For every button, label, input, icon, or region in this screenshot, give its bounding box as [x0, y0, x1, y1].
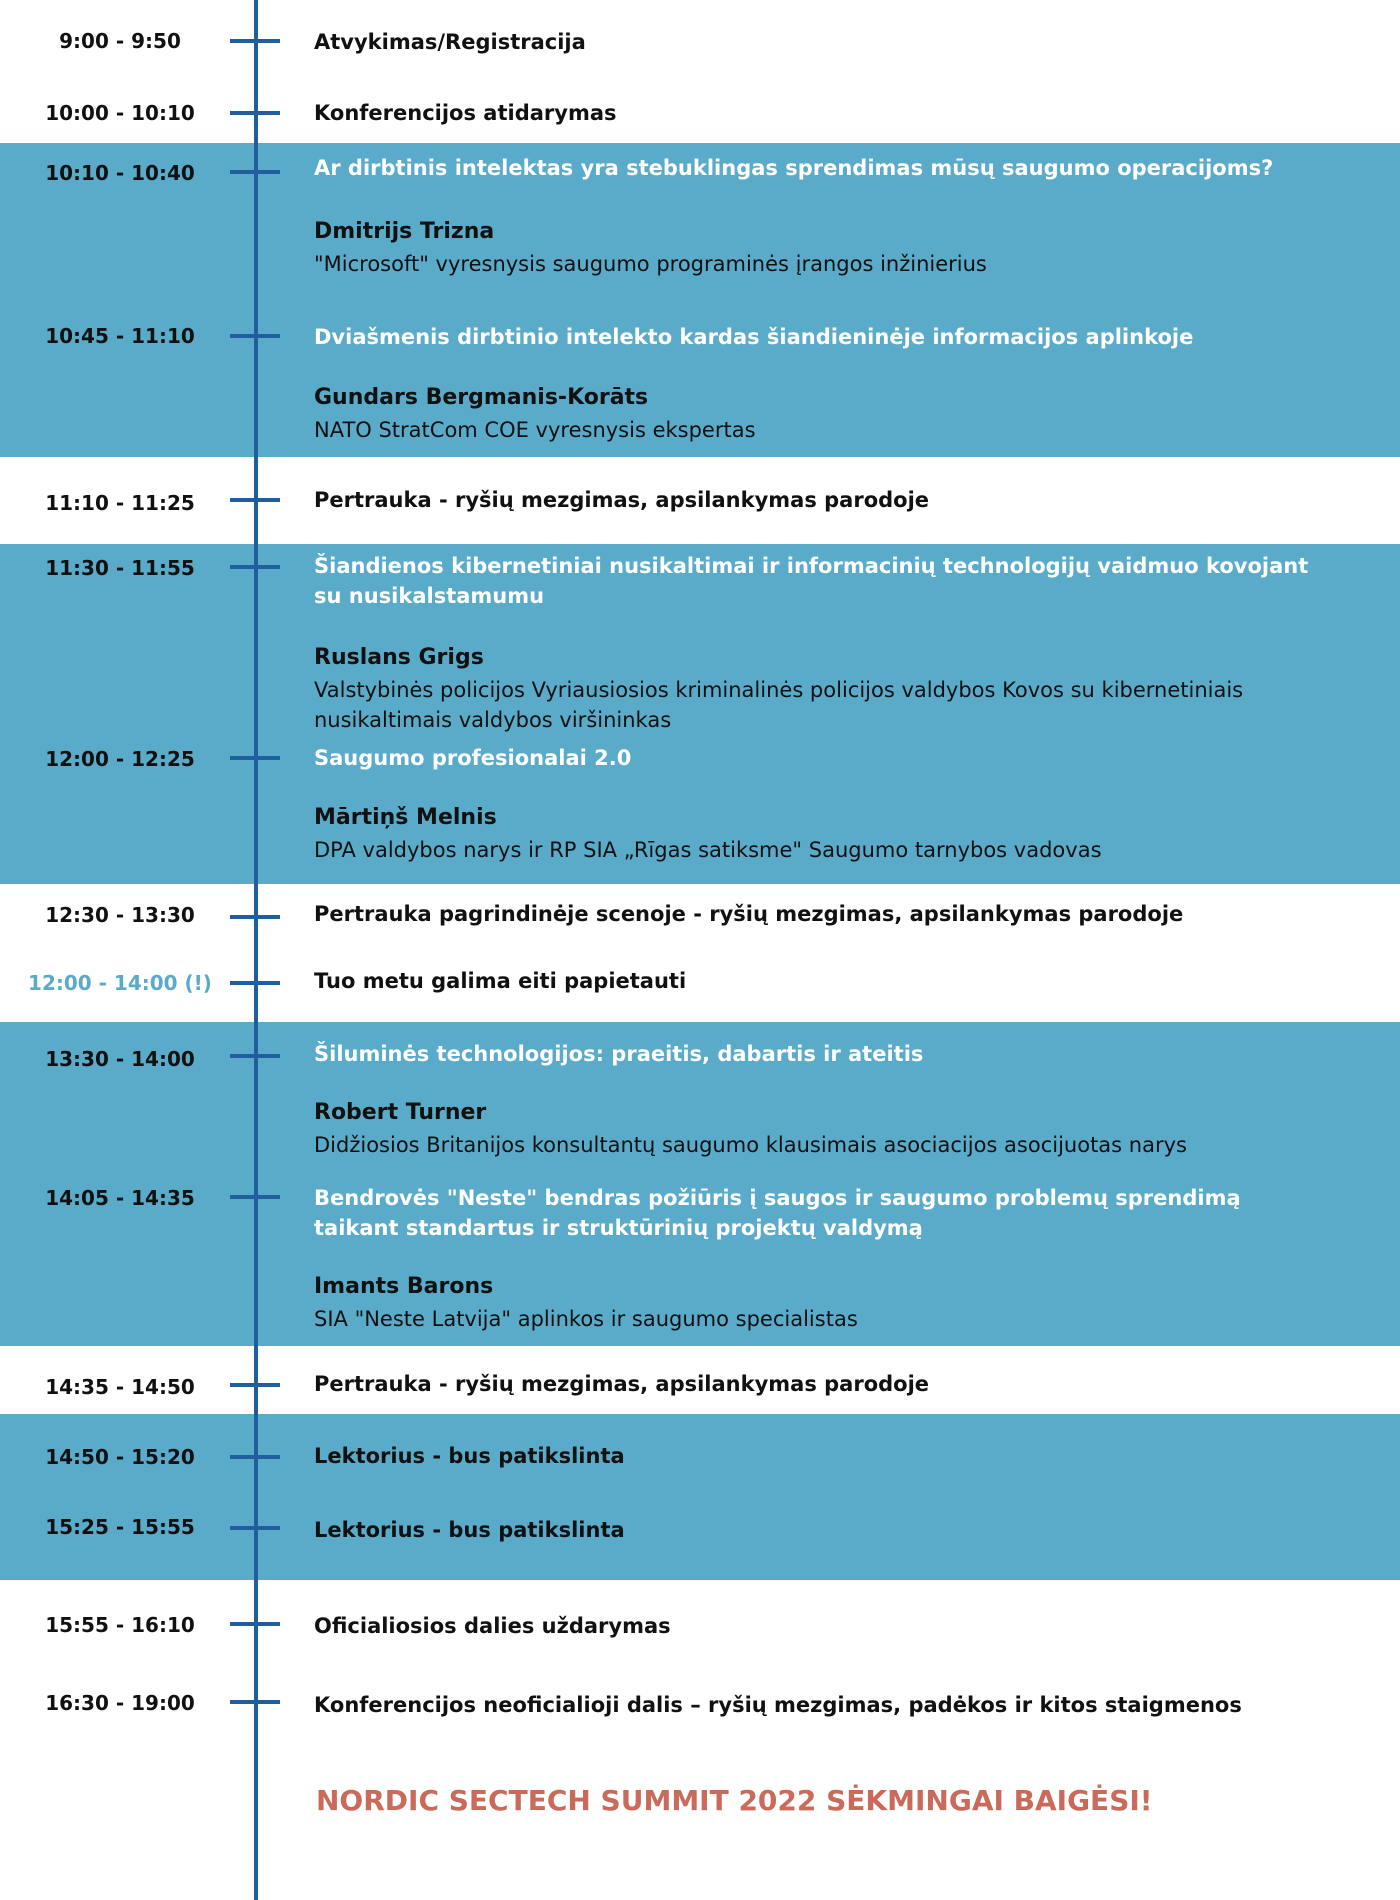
session-band-late	[0, 1414, 1400, 1580]
session-title: Dviašmenis dirbtinio intelekto kardas šiandieninėje informacijos aplinkoje	[314, 325, 1194, 349]
timeline-tick	[230, 1526, 280, 1530]
time-label: 10:00 - 10:10	[45, 101, 195, 125]
agenda-title: Pertrauka - ryšių mezgimas, apsilankymas parodoje	[314, 1372, 930, 1396]
agenda-title: Pertrauka pagrindinėje scenoje - ryšių mezgimas, apsilankymas parodoje	[314, 902, 1184, 926]
session-title: Ar dirbtinis intelektas yra stebuklingas sprendimas mūsų saugumo operacijoms?	[314, 156, 1274, 180]
timeline-tick	[230, 111, 280, 115]
time-label: 10:10 - 10:40	[45, 161, 195, 185]
time-label: 12:00 - 12:25	[45, 747, 195, 771]
timeline-tick	[230, 1195, 280, 1199]
agenda-title: Lektorius - bus patikslinta	[314, 1518, 625, 1542]
speaker-name: Ruslans Grigs	[314, 645, 484, 670]
time-label: 14:50 - 15:20	[45, 1445, 195, 1469]
time-label: 10:45 - 11:10	[45, 324, 195, 348]
agenda-title: Oficialiosios dalies uždarymas	[314, 1614, 671, 1638]
timeline-tick	[230, 1054, 280, 1058]
time-label: 15:25 - 15:55	[45, 1515, 195, 1539]
timeline-tick	[230, 1383, 280, 1387]
timeline-tick	[230, 981, 280, 985]
speaker-name: Dmitrijs Trizna	[314, 219, 495, 244]
timeline-tick	[230, 498, 280, 502]
session-title: Saugumo profesionalai 2.0	[314, 746, 632, 770]
speaker-role: "Microsoft" vyresnysis saugumo programinės įrangos inžinierius	[314, 252, 987, 276]
agenda-title: Tuo metu galima eiti papietauti	[314, 969, 687, 993]
session-title: Šiluminės technologijos: praeitis, dabartis ir ateitis	[314, 1042, 924, 1066]
closing-message: NORDIC SECTECH SUMMIT 2022 SĖKMINGAI BAIGĖSI!	[316, 1784, 1153, 1817]
time-label: 13:30 - 14:00	[45, 1047, 195, 1071]
time-label: 11:30 - 11:55	[45, 556, 195, 580]
timeline-tick	[230, 565, 280, 569]
timeline-tick	[230, 1700, 280, 1704]
time-label: 15:55 - 16:10	[45, 1613, 195, 1637]
timeline-tick	[230, 170, 280, 174]
session-title: Šiandienos kibernetiniai nusikaltimai ir informacinių technologijų vaidmuo kovojant su nusikalstamumu	[314, 554, 1309, 608]
timeline-tick	[230, 39, 280, 43]
speaker-role: Didžiosios Britanijos konsultantų saugumo klausimais asociacijos asocijuotas narys	[314, 1133, 1187, 1157]
timeline-tick	[230, 756, 280, 760]
speaker-role: NATO StratCom COE vyresnysis ekspertas	[314, 418, 756, 442]
agenda-title: Lektorius - bus patikslinta	[314, 1444, 625, 1468]
speaker-role: DPA valdybos narys ir RP SIA „Rīgas satiksme" Saugumo tarnybos vadovas	[314, 838, 1102, 862]
speaker-name: Imants Barons	[314, 1274, 494, 1299]
speaker-name: Mārtiņš Melnis	[314, 805, 497, 830]
session-title: Bendrovės "Neste" bendras požiūris į saugos ir saugumo problemų sprendimą taikant standartus ir struktūrinių projektų valdymą	[314, 1186, 1241, 1240]
time-label: 11:10 - 11:25	[45, 491, 195, 515]
time-label: 9:00 - 9:50	[59, 29, 181, 53]
time-label: 12:30 - 13:30	[45, 903, 195, 927]
agenda-title: Atvykimas/Registracija	[314, 30, 586, 54]
time-label: 16:30 - 19:00	[45, 1691, 195, 1715]
time-label: 14:05 - 14:35	[45, 1186, 195, 1210]
timeline-tick	[230, 1622, 280, 1626]
timeline-tick	[230, 1455, 280, 1459]
speaker-name: Robert Turner	[314, 1100, 487, 1125]
speaker-role: SIA "Neste Latvija" aplinkos ir saugumo specialistas	[314, 1307, 858, 1331]
time-label: 14:35 - 14:50	[45, 1375, 195, 1399]
agenda-title: Pertrauka - ryšių mezgimas, apsilankymas parodoje	[314, 488, 930, 512]
timeline-tick	[230, 334, 280, 338]
agenda-title: Konferencijos atidarymas	[314, 101, 617, 125]
agenda-title: Konferencijos neoficialioji dalis – ryšių mezgimas, padėkos ir kitos staigmenos	[314, 1693, 1242, 1717]
timeline-line	[254, 0, 258, 1900]
timeline-tick	[230, 915, 280, 919]
speaker-role: Valstybinės policijos Vyriausiosios kriminalinės policijos valdybos Kovos su kibernetiniais nusikaltimais valdybos viršininkas	[314, 678, 1244, 732]
speaker-name: Gundars Bergmanis-Korāts	[314, 385, 649, 410]
time-label-lunch: 12:00 - 14:00 (!)	[28, 971, 212, 995]
